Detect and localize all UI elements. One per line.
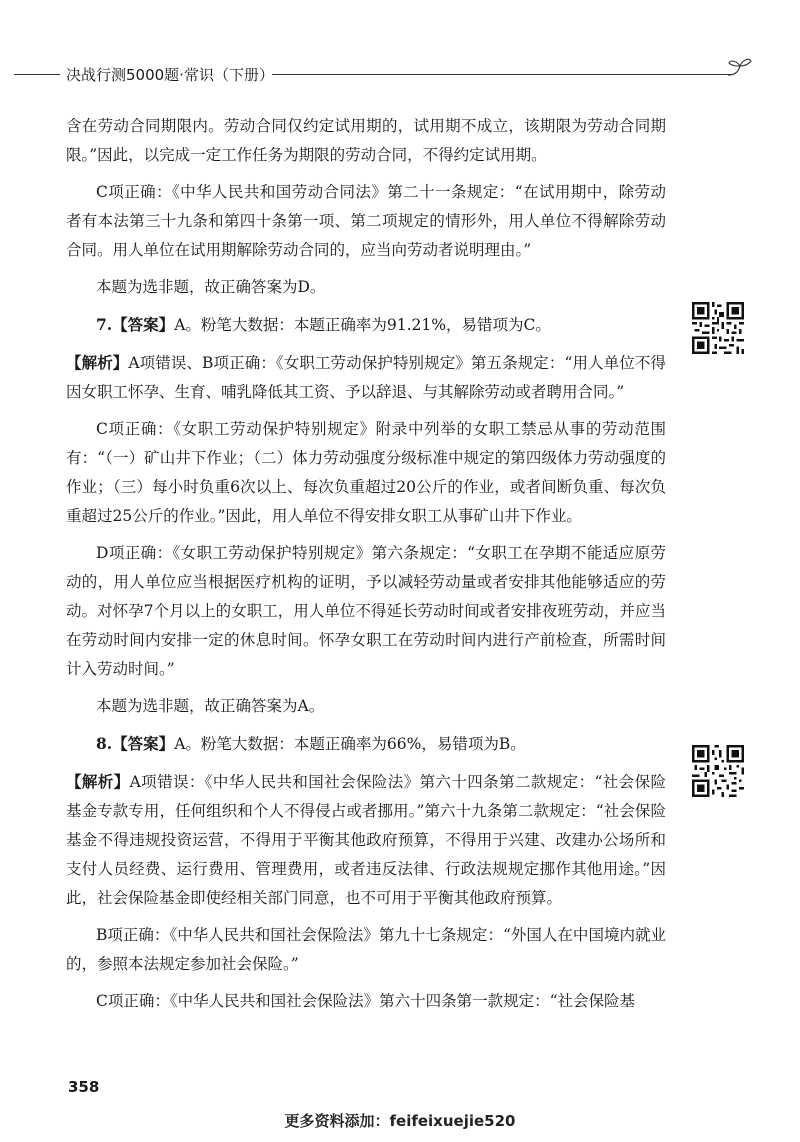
analysis-tag: 【解析】 [66, 772, 130, 791]
answer-tag: 7.【答案】 [96, 315, 175, 334]
footer-note: 更多资料添加：feifeixuejie520 [284, 1112, 516, 1130]
paragraph: C项正确：《中华人民共和国社会保险法》第六十四条第一款规定：“社会保险基 [96, 992, 636, 1010]
paragraph: 本题为选非题，故正确答案为A。 [96, 697, 325, 715]
paragraph: B项正确：《中华人民共和国社会保险法》第九十七条规定：“外国人在中国境内就业的，参照本法规定参加社会保险。” [66, 926, 666, 973]
answer-7: 7.【答案】A。粉笔大数据：本题正确率为91.21%，易错项为C。 [96, 315, 551, 334]
qr-code-icon[interactable] [692, 745, 744, 797]
paragraph: D项正确：《女职工劳动保护特别规定》第六条规定：“女职工在孕期不能适应原劳动的，用人单位应当根据医疗机构的证明，予以减轻劳动量或者安排其他能够适应的劳动。对怀孕7个月以上的女职工，用人单位不得延长劳动时间或者安排夜班劳动，并应当在劳动时间内安排一定的休息时间。怀孕女职工在劳动时间内进行产前检查，所需时间计入劳动时间。” [66, 544, 666, 678]
paragraph: C项正确：《女职工劳动保护特别规定》附录中列举的女职工禁忌从事的劳动范围有：“（一）矿山井下作业；（二）体力劳动强度分级标准中规定的第四级体力劳动强度的作业；（三）每小时负重6次以上、每次负重超过20公斤的作业，或者间断负重、每次负重超过25公斤的作业。”因此，用人单位不得安排女职工从事矿山井下作业。 [66, 420, 666, 525]
analysis-tag: 【解析】 [66, 353, 129, 372]
header-rule-right [272, 74, 732, 75]
answer-tag: 8.【答案】 [96, 734, 175, 753]
sprout-leaf-icon [724, 56, 754, 88]
page-body [66, 112, 666, 1024]
qr-code-icon[interactable] [692, 302, 744, 354]
header-rule-left [14, 74, 60, 75]
analysis-7: 【解析】A项错误、B项正确：《女职工劳动保护特别规定》第五条规定：“用人单位不得因女职工怀孕、生育、哺乳降低其工资、予以辞退、与其解除劳动或者聘用合同。” [66, 353, 666, 401]
paragraph: 本题为选非题，故正确答案为D。 [96, 278, 326, 296]
running-header [0, 56, 800, 96]
paragraph: 含在劳动合同期限内。劳动合同仅约定试用期的，试用期不成立，该期限为劳动合同期限。”因此，以完成一定工作任务为期限的劳动合同，不得约定试用期。 [66, 117, 666, 164]
paragraph: C项正确：《中华人民共和国劳动合同法》第二十一条规定：“在试用期中，除劳动者有本法第三十九条和第四十条第一项、第二项规定的情形外，用人单位不得解除劳动合同。用人单位在试用期解除劳动合同的，应当向劳动者说明理由。” [66, 183, 666, 259]
book-title: 决战行测5000题·常识（下册） [66, 66, 274, 84]
answer-8: 8.【答案】A。粉笔大数据：本题正确率为66%，易错项为B。 [96, 734, 526, 753]
analysis-8: 【解析】A项错误：《中华人民共和国社会保险法》第六十四条第二款规定：“社会保险基金专款专用，任何组织和个人不得侵占或者挪用。”第六十九条第二款规定：“社会保险基金不得违规投资运营，不得用于平衡其他政府预算，不得用于兴建、改建办公场所和支付人员经费、运行费用、管理费用，或者违反法律、行政法规规定挪作其他用途。”因此，社会保险基金即使经相关部门同意，也不可用于平衡其他政府预算。 [66, 772, 666, 907]
page-number: 358 [68, 1078, 100, 1096]
